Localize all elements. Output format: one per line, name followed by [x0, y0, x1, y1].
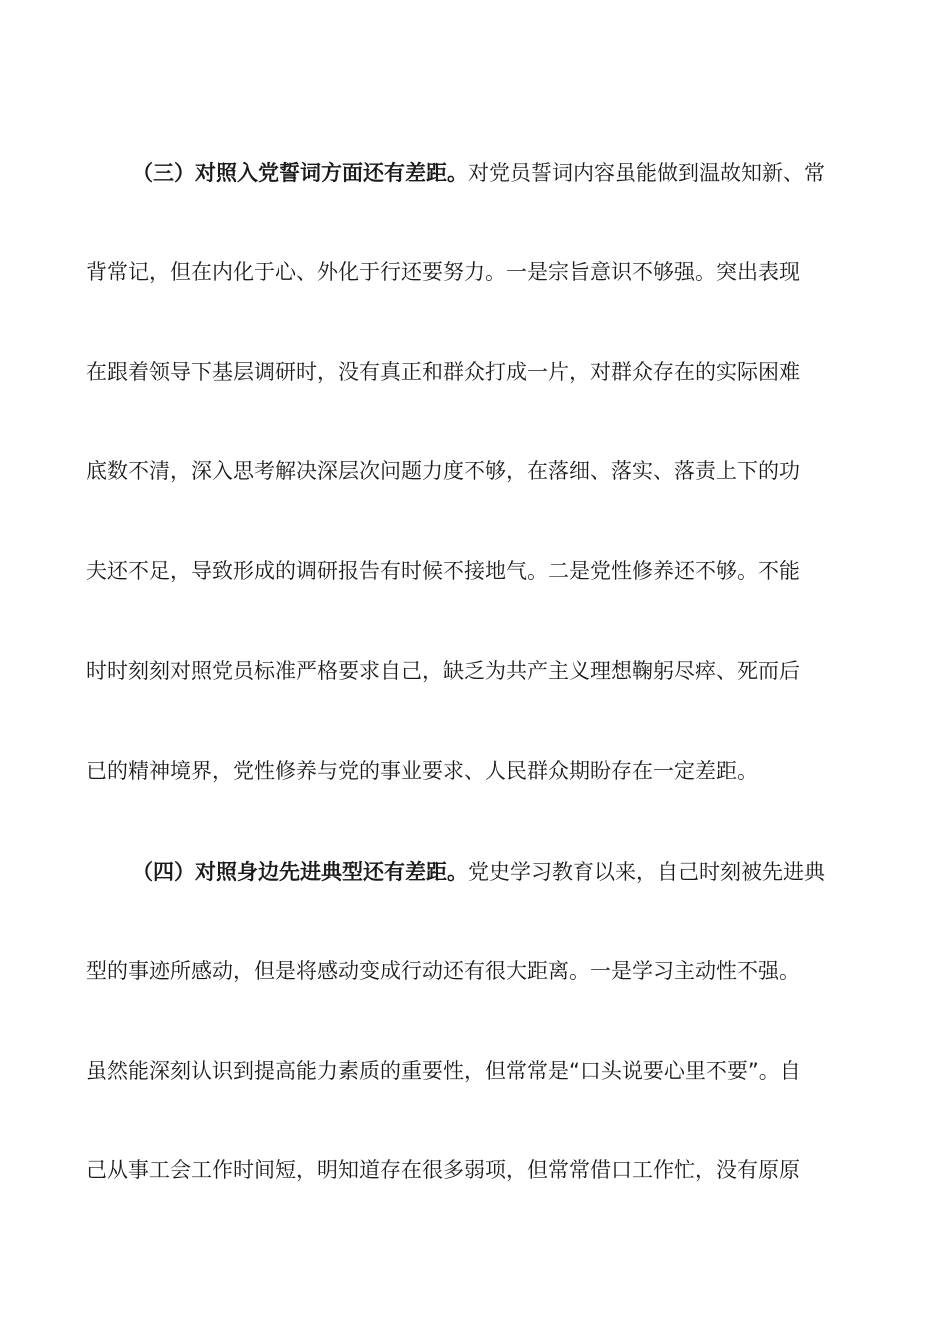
paragraph-3-text: 对党员誓词内容虽能做到温故知新、常	[468, 161, 825, 185]
paragraph-3-line-5: 夫还不足，导致形成的调研报告有时候不接地气。二是党性修养还不够。不能	[86, 559, 800, 583]
paragraph-3-line-6: 时时刻刻对照党员标准严格要求自己，缺乏为共产主义理想鞠躬尽瘁、死而后	[86, 659, 800, 683]
paragraph-4-line-1	[132, 857, 866, 887]
paragraph-4-line-3: 虽然能深刻认识到提高能力素质的重要性，但常常是“口头说要心里不要”。自	[86, 1059, 801, 1083]
paragraph-3-line-2: 背常记，但在内化于心、外化于行还要努力。一是宗旨意识不够强。突出表现	[86, 260, 800, 284]
paragraph-3-line-3: 在跟着领导下基层调研时，没有真正和群众打成一片，对群众存在的实际困难	[86, 360, 800, 384]
paragraph-3-line-7: 已的精神境界，党性修养与党的事业要求、人民群众期盼存在一定差距。	[86, 759, 758, 783]
paragraph-4-line-2: 型的事迹所感动，但是将感动变成行动还有很大距离。一是学习主动性不强。	[86, 959, 800, 983]
paragraph-3-line-4: 底数不清，深入思考解决深层次问题力度不够，在落细、落实、落责上下的功	[86, 459, 800, 483]
paragraph-4-heading: （四）对照身边先进典型还有差距。	[132, 860, 468, 884]
paragraph-4-text: 党史学习教育以来，自己时刻被先进典	[468, 860, 825, 884]
paragraph-3-line-1	[132, 158, 866, 188]
paragraph-4-line-4: 己从事工会工作时间短，明知道存在很多弱项，但常常借口工作忙，没有原原	[86, 1158, 800, 1182]
paragraph-3-heading: （三）对照入党誓词方面还有差距。	[132, 161, 468, 185]
